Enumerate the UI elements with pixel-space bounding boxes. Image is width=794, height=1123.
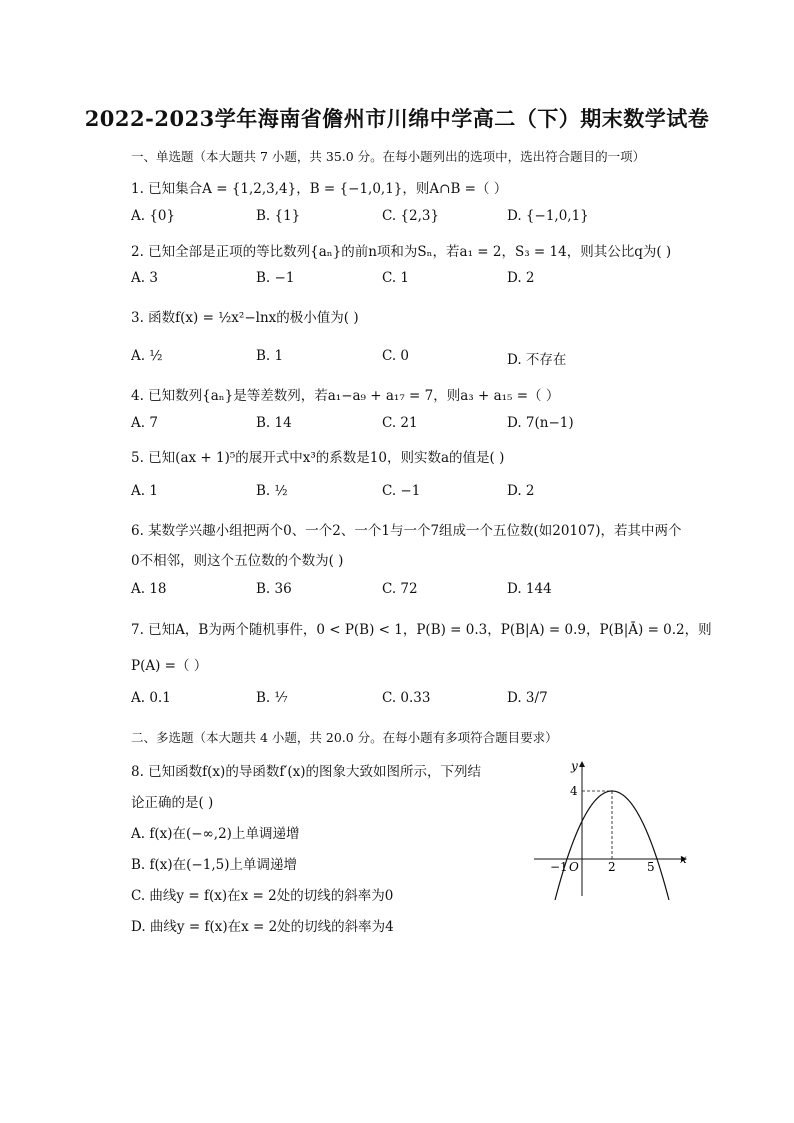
option-b: B. {1} [256, 208, 301, 224]
question-1-stem: 1. 已知集合A = {1,2,3,4}，B = {−1,0,1}，则A∩B =（ ） [131, 181, 508, 197]
question-3-options [131, 348, 651, 368]
question-3-stem: 3. 函数f(x) = ½x²−lnx的极小值为( ) [131, 310, 359, 326]
option-a: A. ½ [131, 348, 163, 364]
option-c: C. 21 [382, 415, 418, 431]
option-b: B. −1 [256, 270, 295, 286]
question-2-stem: 2. 已知全部是正项的等比数列{aₙ}的前n项和为Sₙ，若a₁ = 2，S₃ = 14，则其公比q为( ) [131, 244, 672, 260]
option-d: D. 2 [507, 270, 535, 286]
question-5-options [131, 483, 651, 503]
section-heading-single-choice: 一、单选题（本大题共 7 小题，共 35.0 分。在每小题列出的选项中，选出符合题目的一项） [131, 149, 646, 164]
x-axis-label: x [680, 852, 687, 866]
origin-label: O [569, 860, 579, 874]
section-heading-multiple-choice: 二、多选题（本大题共 4 小题，共 20.0 分。在每小题有多项符合题目要求） [131, 730, 558, 745]
y-tick-label-4: 4 [570, 784, 578, 798]
question-8-option-b: B. f(x)在(−1,5)上单调递增 [131, 857, 297, 873]
x-tick-label-minus-1: −1 [550, 860, 568, 874]
option-a: A. 1 [131, 483, 158, 499]
option-a: A. 7 [131, 415, 158, 431]
question-7-options [131, 690, 651, 710]
x-tick-label-2: 2 [608, 860, 616, 874]
option-c: C. 0 [382, 348, 410, 364]
option-b: B. 14 [256, 415, 292, 431]
derivative-graph-svg [530, 758, 694, 900]
question-8-option-c: C. 曲线y = f(x)在x = 2处的切线的斜率为0 [131, 888, 394, 904]
question-2-options [131, 270, 651, 290]
question-8-option-a: A. f(x)在(−∞,2)上单调递增 [131, 826, 300, 842]
option-a: A. 18 [131, 581, 167, 597]
option-c: C. 0.33 [382, 690, 431, 706]
option-b: B. ½ [256, 483, 288, 499]
option-c: C. {2,3} [382, 208, 440, 224]
option-d: D. 2 [507, 483, 535, 499]
option-c: C. −1 [382, 483, 421, 499]
option-b: B. 1 [256, 348, 284, 364]
option-d: D. 不存在 [507, 352, 567, 368]
option-d: D. {−1,0,1} [507, 208, 589, 224]
option-d: D. 144 [507, 581, 552, 597]
option-b: B. 36 [256, 581, 292, 597]
question-7-stem: 7. 已知A，B为两个随机事件，0 < P(B) < 1，P(B) = 0.3，P(B|A) = 0.9，P(B|Ā) = 0.2，则 [131, 622, 712, 638]
question-4-stem: 4. 已知数列{aₙ}是等差数列，若a₁−a₉ + a₁₇ = 7，则a₃ + a₁₅ =（ ） [131, 388, 560, 404]
question-8-option-d: D. 曲线y = f(x)在x = 2处的切线的斜率为4 [131, 919, 394, 935]
option-d: D. 7(n−1) [507, 415, 574, 431]
question-1-options [131, 208, 651, 228]
option-d: D. 3/7 [507, 690, 548, 706]
derivative-graph [530, 758, 694, 900]
option-b: B. ⅐ [256, 690, 288, 706]
question-6-stem: 6. 某数学兴趣小组把两个0、一个2、一个1与一个7组成一个五位数(如20107)，若其中两个 [131, 523, 682, 539]
question-7-continuation: P(A) =（ ） [131, 658, 208, 674]
option-a: A. 0.1 [131, 690, 171, 706]
option-c: C. 1 [382, 270, 410, 286]
option-a: A. 3 [131, 270, 158, 286]
page-title: 2022-2023学年海南省儋州市川绵中学高二（下）期末数学试卷 [84, 106, 710, 131]
option-c: C. 72 [382, 581, 418, 597]
question-6-continuation: 0不相邻，则这个五位数的个数为( ) [131, 553, 344, 569]
question-6-options [131, 581, 651, 601]
question-8-continuation: 论正确的是( ) [131, 795, 214, 811]
question-4-options [131, 415, 651, 435]
x-tick-label-5: 5 [647, 860, 655, 874]
question-5-stem: 5. 已知(ax + 1)⁵的展开式中x³的系数是10，则实数a的值是( ) [131, 450, 505, 466]
option-a: A. {0} [131, 208, 176, 224]
question-8-stem: 8. 已知函数f(x)的导函数f′(x)的图象大致如图所示，下列结 [131, 764, 482, 780]
y-axis-label: y [571, 759, 578, 773]
